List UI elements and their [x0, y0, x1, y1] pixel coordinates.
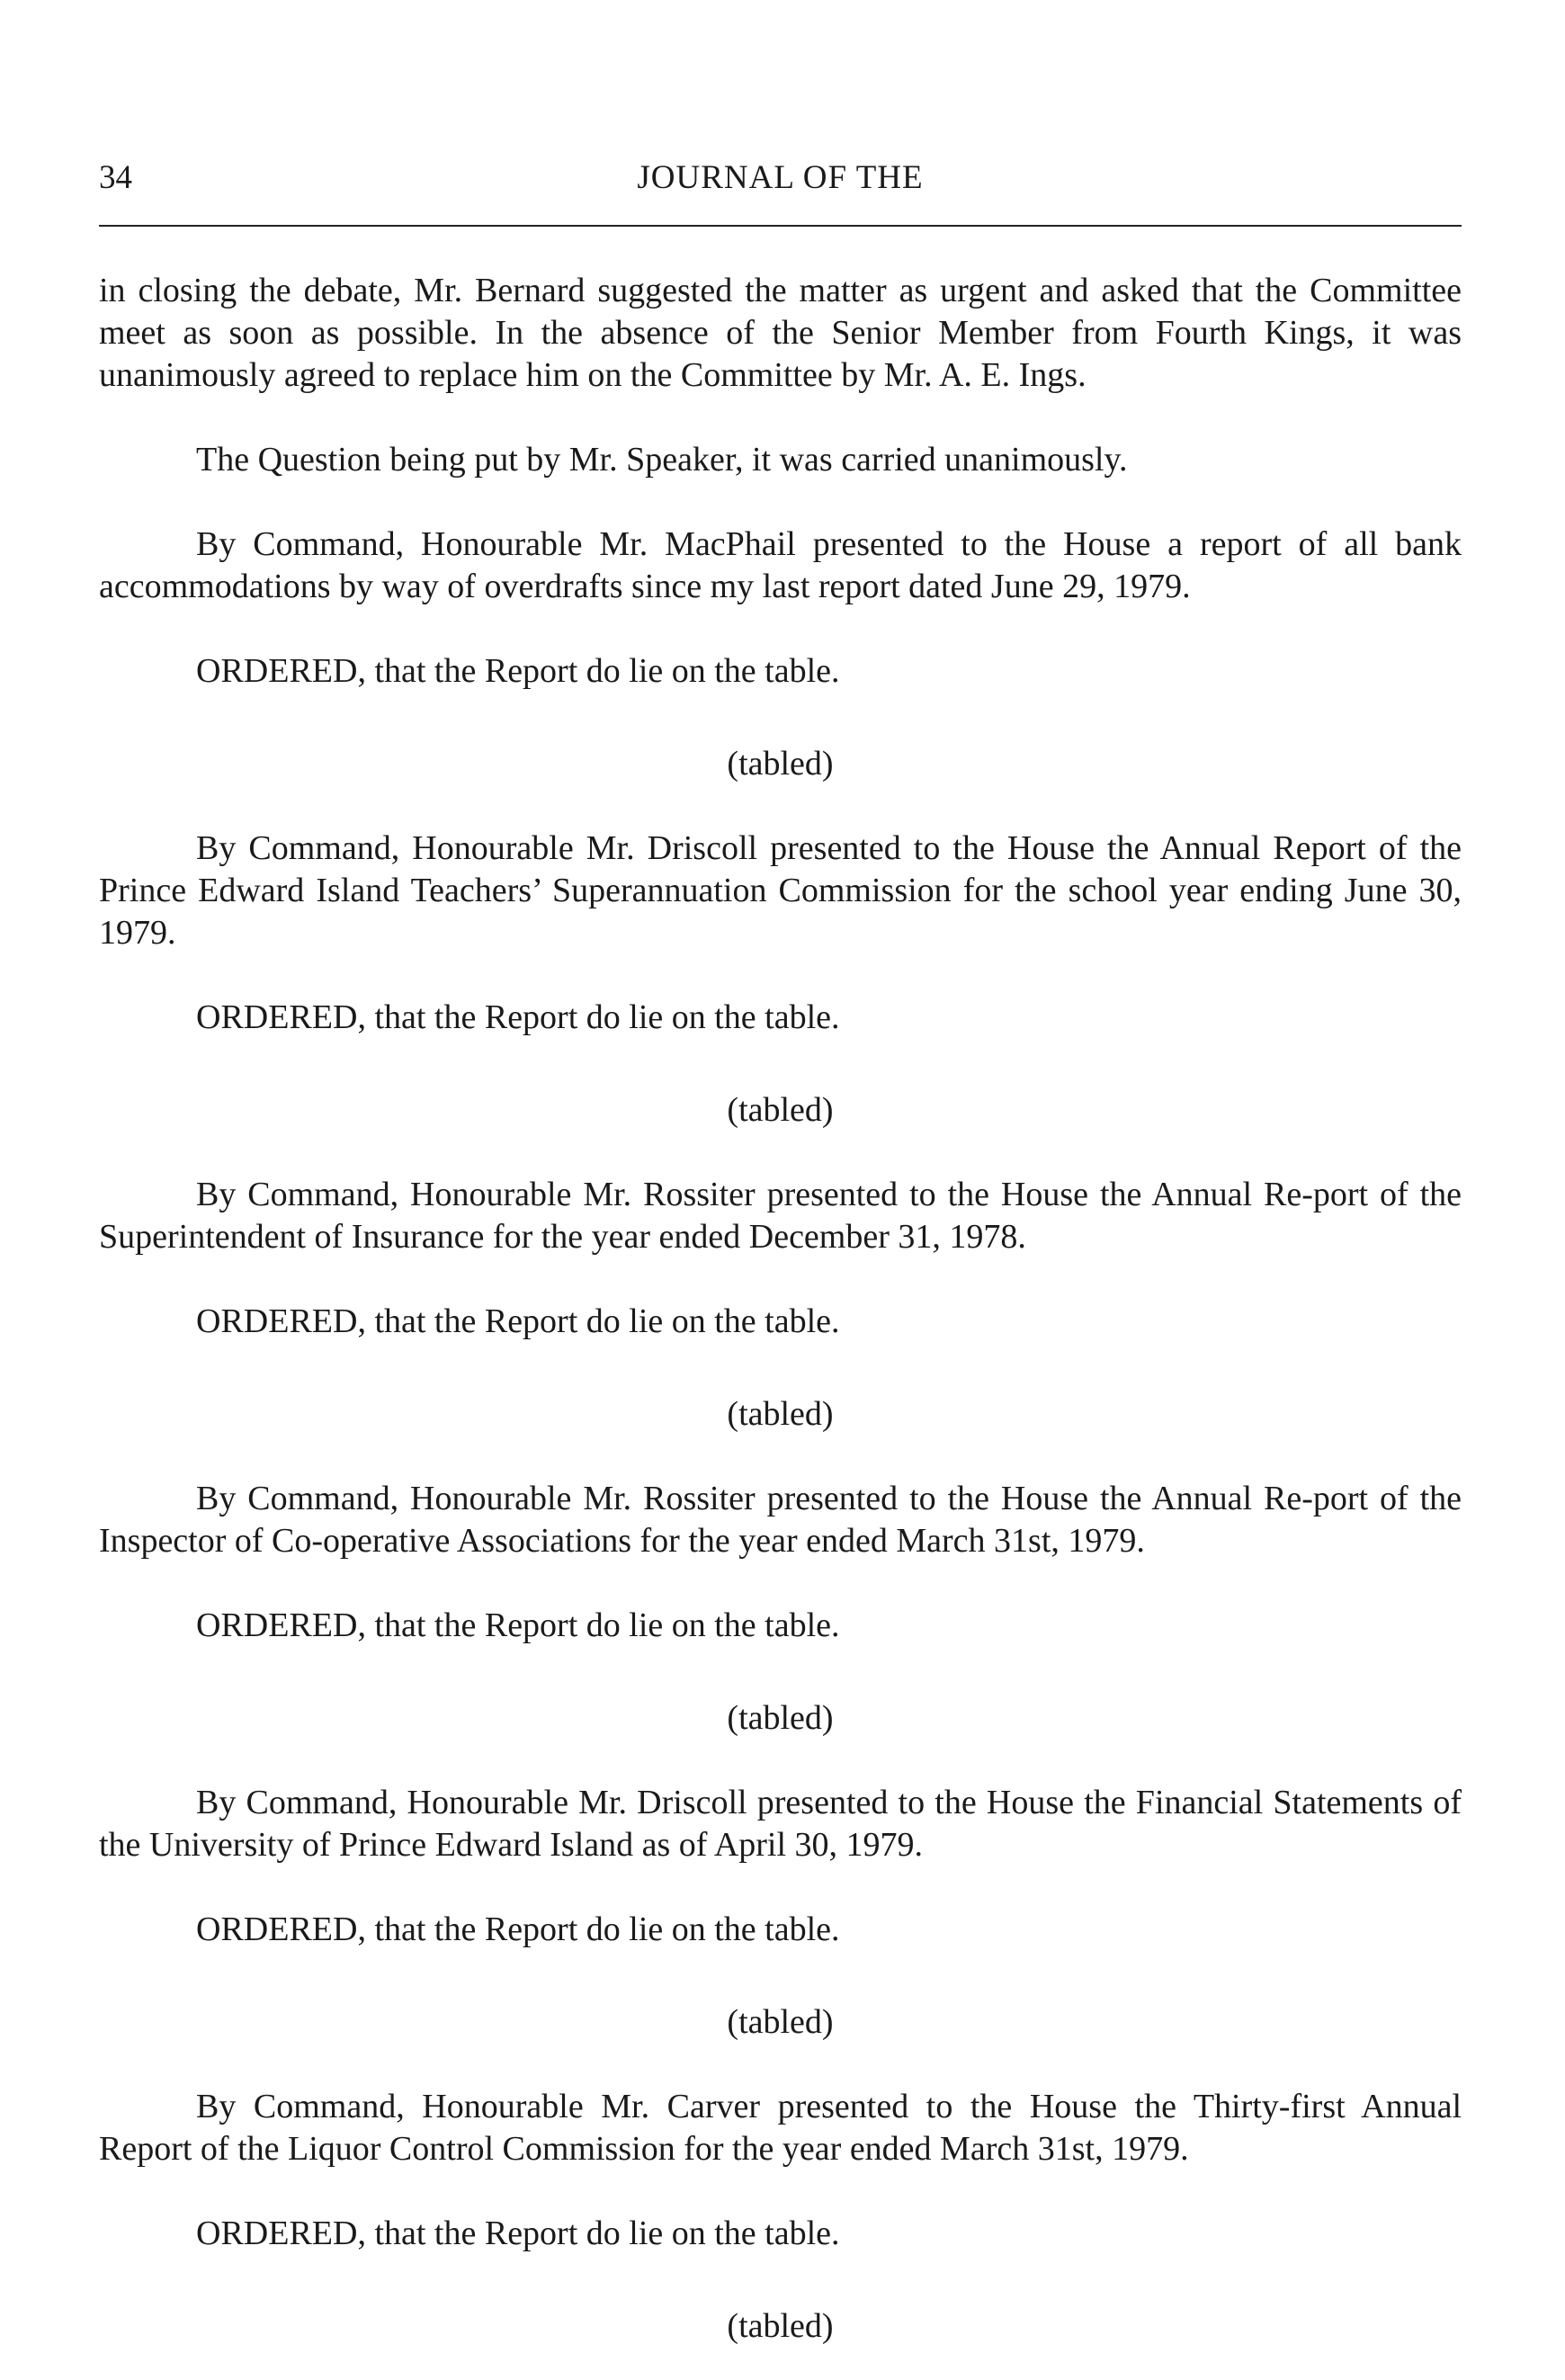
paragraph-report-carver-liquor: By Command, Honourable Mr. Carver presented to the House the Thirty-first Annual Report of the Liquor Control Commission for the year ended March 31st, 1979.	[99, 2088, 1462, 2168]
ordered-line: ORDERED, that the Report do lie on the table.	[196, 998, 840, 1036]
page-number: 34	[99, 159, 132, 196]
tabled-note: (tabled)	[727, 1395, 834, 1433]
running-head: JOURNAL OF THE	[637, 159, 924, 196]
tabled-note: (tabled)	[727, 745, 834, 783]
page-header	[99, 144, 1462, 198]
tabled-note: (tabled)	[727, 2307, 834, 2345]
header-rule	[99, 225, 1462, 227]
paragraph-report-macphail: By Command, Honourable Mr. MacPhail presented to the House a report of all bank accommodations by way of overdrafts since my last report dated June 29, 1979.	[99, 525, 1462, 605]
paragraph-report-driscoll-university: By Command, Honourable Mr. Driscoll presented to the House the Financial Statements of the University of Prince Edward Island as of April 30, 1979.	[99, 1784, 1462, 1864]
tabled-note: (tabled)	[727, 1699, 834, 1737]
paragraph-closing-debate: in closing the debate, Mr. Bernard suggested the matter as urgent and asked that the Committee meet as soon as possible. In the absence of the Senior Member from Fourth Kings, it was unanimously agreed to replace him on the Committee by Mr. A. E. Ings.	[99, 272, 1462, 394]
journal-body	[99, 270, 1462, 2348]
paragraph-report-driscoll-teachers: By Command, Honourable Mr. Driscoll presented to the House the Annual Report of the Prince Edward Island Teachers’ Superannuation Commission for the school year ending June 30, 1979.	[99, 829, 1462, 952]
ordered-line: ORDERED, that the Report do lie on the table.	[196, 2214, 840, 2252]
journal-page	[99, 0, 1462, 2380]
ordered-line: ORDERED, that the Report do lie on the table.	[196, 1606, 840, 1644]
ordered-line: ORDERED, that the Report do lie on the table.	[196, 1302, 840, 1340]
tabled-note: (tabled)	[727, 2003, 834, 2041]
paragraph-report-rossiter-cooperatives: By Command, Honourable Mr. Rossiter presented to the House the Annual Re-port of the Inspector of Co-operative Associations for the year ended March 31st, 1979.	[99, 1480, 1462, 1560]
paragraph-question-carried: The Question being put by Mr. Speaker, it was carried unanimously.	[196, 441, 1128, 479]
paragraph-report-rossiter-insurance: By Command, Honourable Mr. Rossiter presented to the House the Annual Re-port of the Superintendent of Insurance for the year ended December 31, 1978.	[99, 1176, 1462, 1256]
ordered-line: ORDERED, that the Report do lie on the table.	[196, 652, 840, 690]
tabled-note: (tabled)	[727, 1091, 834, 1129]
ordered-line: ORDERED, that the Report do lie on the table.	[196, 1910, 840, 1948]
